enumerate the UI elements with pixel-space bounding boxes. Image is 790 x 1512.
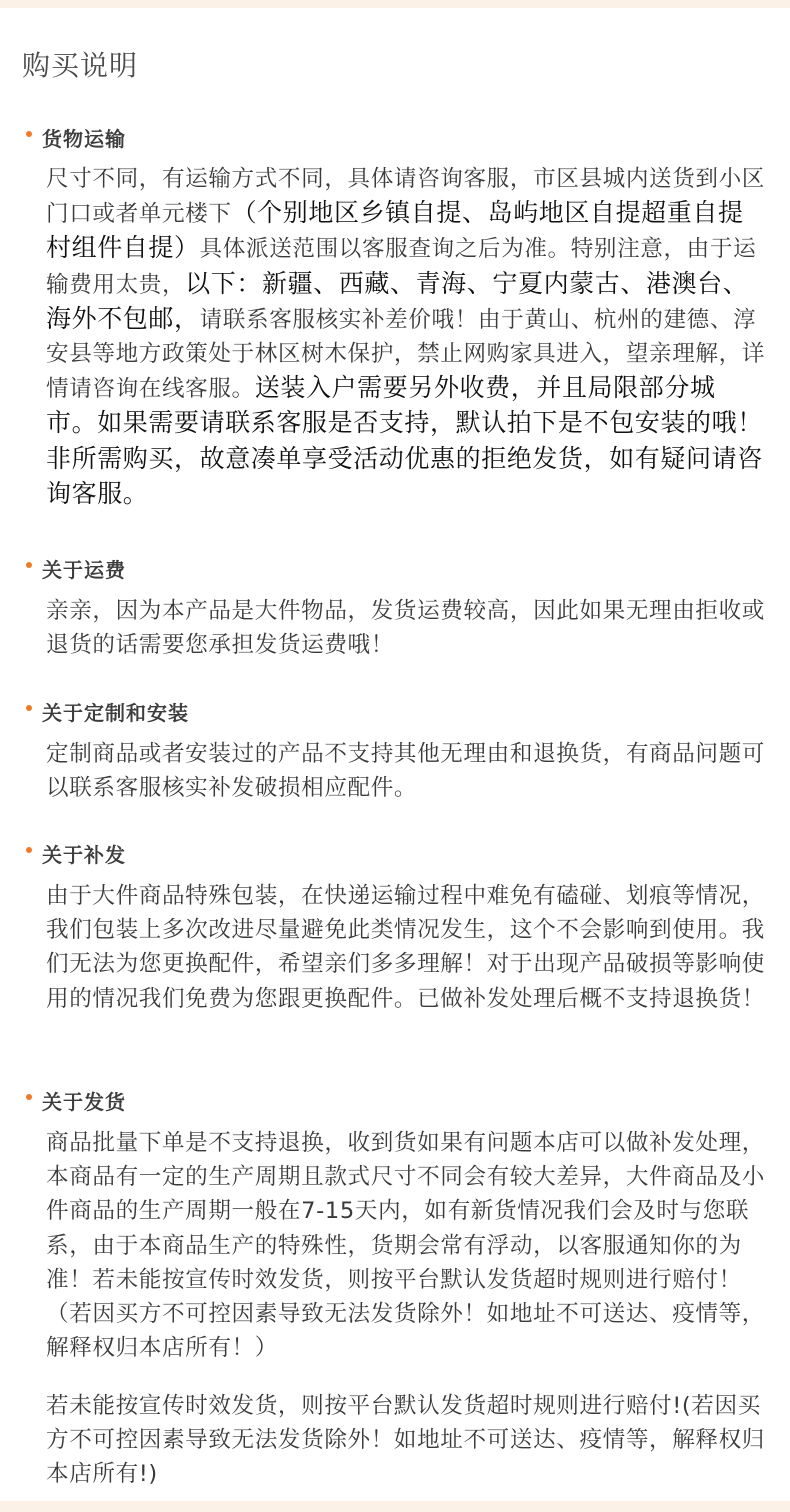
bullet-icon (26, 131, 32, 137)
section-heading-label: 关于补发 (42, 843, 126, 867)
section-heading-label: 关于运费 (42, 558, 126, 582)
footnote (46, 1389, 766, 1492)
section-heading-label: 货物运输 (42, 127, 126, 151)
section-heading-label: 关于发货 (42, 1090, 126, 1114)
footnote-text: 若未能按宣传时效发货，则按平台默认发货超时规则进行赔付!(若因买方不可控因素导致无法发货除外！如地址不可送达、疫情等，解释权归本店所有!) (46, 1393, 766, 1488)
section-body-reissue (46, 879, 766, 1016)
text-run: 请联系客服核实补差价哦！由于黄山、杭州的建德、淳安县等地方政策处于林区树木保护，禁止网购家具进入，望亲理解，详情请咨询在线客服。 (46, 306, 766, 403)
text-run: 定制商品或者安装过的产品不支持其他无理由和退换货，有商品问题可以联系客服核实补发破损相应配件。 (46, 741, 766, 802)
text-run: 具体派送范围以客服查询之后为准。特别注意，由于运输费用太贵， (46, 236, 757, 298)
purchase-notes-card (0, 8, 790, 1501)
bullet-icon (26, 705, 32, 711)
section-heading-dispatch (26, 1088, 126, 1116)
bullet-icon (26, 847, 32, 853)
section-heading-custom-install (26, 699, 189, 727)
emphasis-text-run: 以下：新疆、西藏、青海、宁夏内蒙古、港澳台、海外不包邮， (46, 268, 749, 333)
section-heading-reissue (26, 841, 126, 869)
section-body-freight (46, 594, 766, 662)
emphasis-text-run: （个别地区乡镇自提、岛屿地区自提超重自提村组件自提） (46, 198, 744, 263)
bullet-icon (26, 562, 32, 568)
text-run: 亲亲，因为本产品是大件物品，发货运费较高，因此如果无理由拒收或退货的话需要您承担发货运费哦！ (46, 598, 766, 659)
text-run: 商品批量下单是不支持退换，收到货如果有问题本店可以做补发处理，本商品有一定的生产周期且款式尺寸不同会有较大差异，大件商品及小件商品的生产周期一般在7-15天内，如有新货情况我们会及时与您联系，由于本商品生产的特殊性，货期会常有浮动，以客服通知你的为准！若未能按宣传时效发货，则按平台默认发货超时规则进行赔付！（若因买方不可控因素导致无法发货除外！如地址不可送达、疫情等，解释权归本店所有！） (46, 1130, 766, 1362)
section-heading-freight (26, 556, 126, 584)
text-run: 由于大件商品特殊包装，在快递运输过程中难免有磕碰、划痕等情况，我们包装上多次改进尽量避免此类情况发生，这个不会影响到使用。我们无法为您更换配件，希望亲们多多理解！对于出现产品破损等影响使用的情况我们免费为您跟更换配件。已做补发处理后概不支持退换货！ (46, 883, 766, 1012)
section-heading-label: 关于定制和安装 (42, 701, 189, 725)
page-title: 购买说明 (22, 49, 139, 82)
section-body-shipping (46, 162, 766, 512)
section-body-dispatch (46, 1126, 766, 1365)
text-run: 尺寸不同，有运输方式不同，具体请咨询客服，市区县城内送货到小区门口或者单元楼下 (46, 166, 766, 228)
bullet-icon (26, 1094, 32, 1100)
section-body-custom-install (46, 737, 766, 805)
emphasis-text-run: 送装入户需要另外收费，并且局限部分城市。如果需要请联系客服是否支持，默认拍下是不包安装的哦！非所需购买，故意凑单享受活动优惠的拒绝发货，如有疑问请咨询客服。 (46, 373, 763, 508)
section-heading-shipping (26, 125, 126, 153)
